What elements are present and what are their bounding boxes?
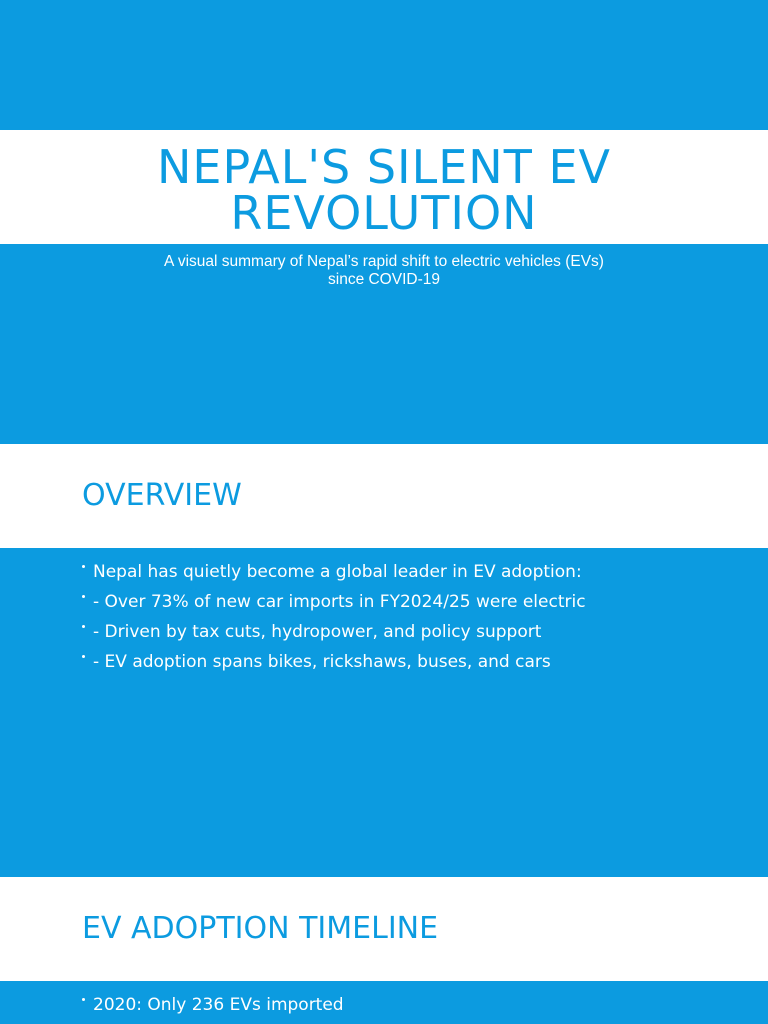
- title-line-2: REVOLUTION: [230, 186, 538, 240]
- title-band: [0, 130, 768, 244]
- overview-bullet-list: [82, 557, 586, 677]
- timeline-bullet-list: [82, 990, 344, 1020]
- bullet-text: Nepal has quietly become a global leader in EV adoption:: [93, 562, 582, 582]
- subtitle-line-2: since COVID-19: [328, 271, 440, 288]
- overview-band: [0, 444, 768, 548]
- bullet-text: - Over 73% of new car imports in FY2024/25 were electric: [93, 592, 586, 612]
- list-item: [82, 647, 586, 677]
- bullet-text: - EV adoption spans bikes, rickshaws, buses, and cars: [93, 652, 551, 672]
- bullet-dot-icon: [82, 998, 85, 1001]
- bullet-dot-icon: [82, 565, 85, 568]
- list-item: [82, 617, 586, 647]
- subtitle: [84, 253, 684, 289]
- bullet-dot-icon: [82, 655, 85, 658]
- bullet-text: 2020: Only 236 EVs imported: [93, 995, 344, 1015]
- list-item: [82, 990, 344, 1020]
- list-item: [82, 587, 586, 617]
- bullet-text: - Driven by tax cuts, hydropower, and policy support: [93, 622, 542, 642]
- bullet-dot-icon: [82, 595, 85, 598]
- overview-heading: OVERVIEW: [82, 478, 242, 513]
- title-line-1: NEPAL'S SILENT EV: [157, 140, 611, 194]
- subtitle-line-1: A visual summary of Nepal’s rapid shift to electric vehicles (EVs): [164, 253, 604, 270]
- timeline-heading: EV ADOPTION TIMELINE: [82, 911, 439, 946]
- bullet-dot-icon: [82, 625, 85, 628]
- timeline-band: [0, 877, 768, 981]
- list-item: [82, 557, 586, 587]
